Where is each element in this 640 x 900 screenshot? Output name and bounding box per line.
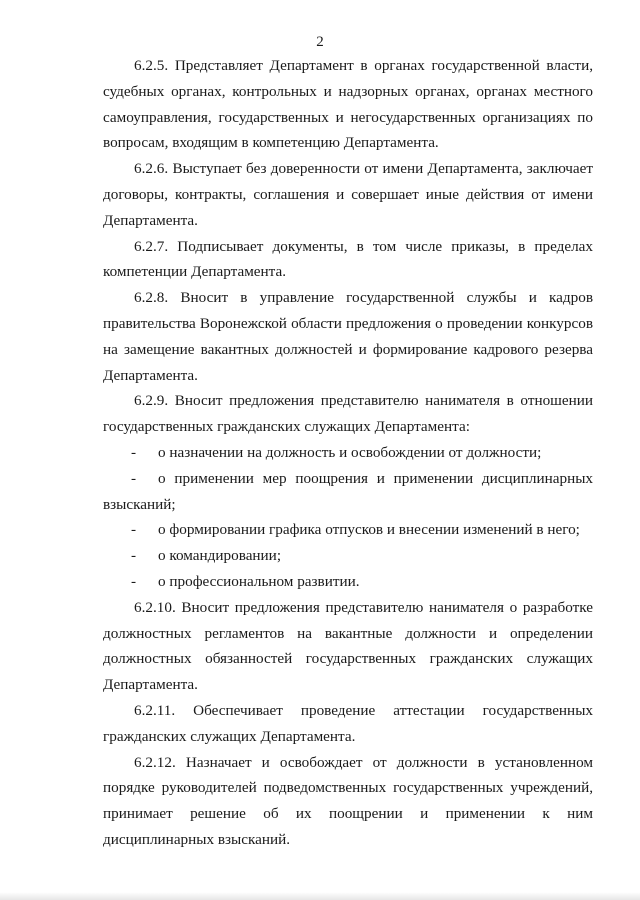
list-item	[103, 517, 593, 543]
page-number: 2	[316, 34, 324, 50]
page-bottom-edge	[0, 892, 640, 900]
paragraph-6-2-7: 6.2.7. Подписывает документы, в том числе приказы, в пределах компетенции Департамента.	[103, 237, 593, 281]
bullet-marker: -	[131, 572, 137, 590]
list-item	[103, 466, 593, 518]
list-item	[103, 569, 593, 595]
list-item-text: - о применении мер поощрения и применении дисциплинарных взысканий;	[103, 466, 593, 518]
list-item-text: о назначении на должность и освобождении от должности;	[158, 443, 542, 461]
document-body	[103, 53, 593, 853]
bullet-marker: -	[131, 443, 137, 461]
list-item-text: о формировании графика отпусков и внесении изменений в него;	[158, 521, 580, 539]
paragraph-6-2-8: 6.2.8. Вносит в управление государственной службы и кадров правительства Воронежской области предложения о проведении конкурсов на замещение вакантных должностей и формирование кадрового резерва Департамента.	[103, 289, 593, 384]
bullet-marker: -	[131, 547, 137, 565]
list-item-text: о командировании;	[158, 547, 282, 565]
paragraph-6-2-5: 6.2.5. Представляет Департамент в органах государственной власти, судебных органах, контрольных и надзорных органах, органах местного самоуправления, государственных и негосударственных организациях по вопросам, входящим в компетенцию Департамента.	[103, 57, 593, 152]
bullet-marker: -	[131, 521, 137, 539]
paragraph-6-2-6: 6.2.6. Выступает без доверенности от имени Департамента, заключает договоры, контракты, соглашения и совершает иные действия от имени Департамента.	[103, 160, 593, 229]
paragraph-6-2-9: 6.2.9. Вносит предложения представителю нанимателя в отношении государственных гражданских служащих Департамента:	[103, 392, 593, 436]
paragraph-6-2-12: 6.2.12. Назначает и освобождает от должности в установленном порядке руководителей подведомственных государственных учреждений, принимает решение об их поощрении и применении к ним дисциплинарных взысканий.	[103, 753, 593, 848]
bullet-marker: -	[131, 469, 137, 487]
paragraph-6-2-10: 6.2.10. Вносит предложения представителю нанимателя о разработке должностных регламентов на вакантные должности и определении должностных обязанностей государственных гражданских служащих Департамента.	[103, 598, 593, 694]
list-item	[103, 440, 593, 466]
paragraph-6-2-11: 6.2.11. Обеспечивает проведение аттестации государственных гражданских служащих Департамента.	[103, 701, 593, 745]
list-item	[103, 543, 593, 569]
list-item-text: о профессиональном развитии.	[158, 572, 360, 590]
